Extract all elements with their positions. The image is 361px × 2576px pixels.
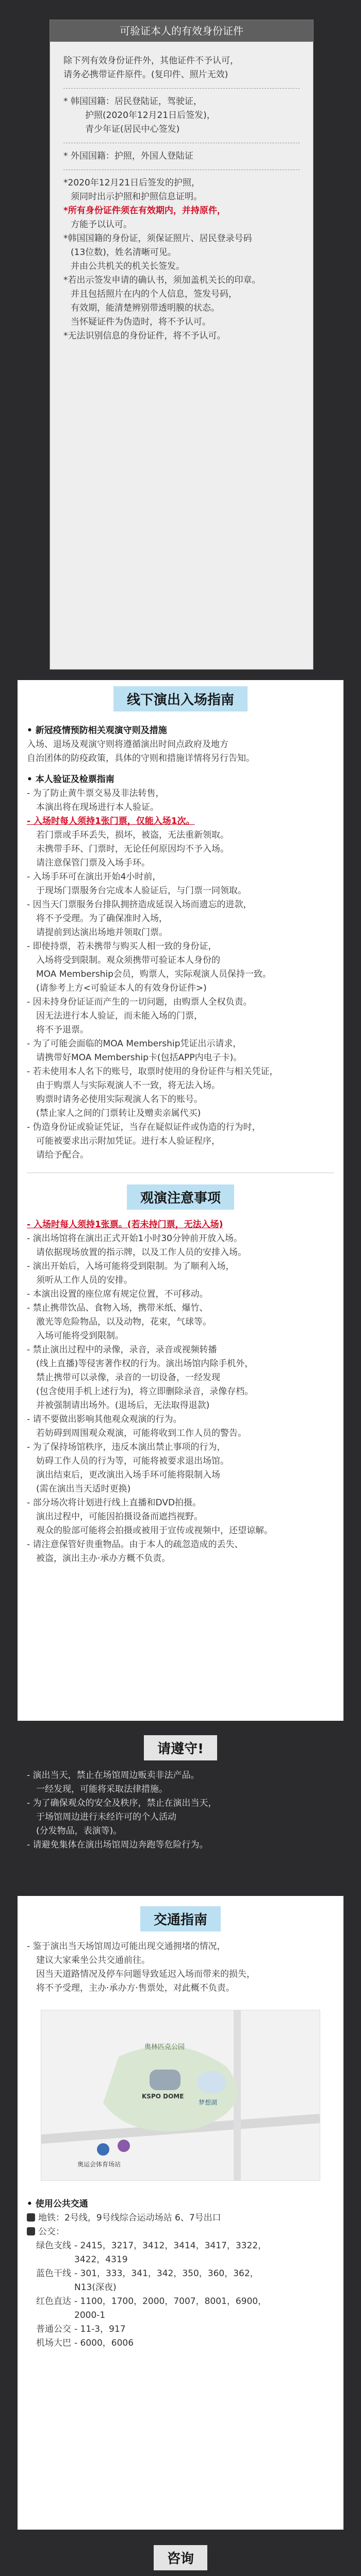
id-note: 并且包括照片在内的个人信息，签发号码，: [71, 289, 237, 299]
public-transit-title: • 使用公共交通: [27, 2199, 88, 2209]
bus-list: [27, 2239, 334, 2350]
id-note: *若出示签发申请的确认书，须加盖机关长的印章。: [63, 275, 261, 285]
venue-map: [41, 2010, 320, 2181]
map-label-lake: 梦想湖: [199, 2099, 218, 2106]
notice-line: - 禁止携带饮品、食物入场，携带米纸、爆竹、: [27, 1303, 208, 1313]
notice-line: - 请不要做出影响其他观众观演的行为。: [27, 1414, 182, 1425]
notice-line: (包含使用手机上述行为)，将立即删除录音，录像存档。: [36, 1386, 254, 1397]
bus-numbers: - 6000，6006: [74, 2338, 134, 2348]
obey-line: 一经发现，可能将采取法律措施。: [36, 1784, 168, 1794]
obey-line: - 请避免集体在演出场馆周边奔跑等危险行为。: [27, 1840, 208, 1850]
notice-line: [27, 1232, 334, 1246]
map-label-station: 奥运会体育场站: [77, 2161, 121, 2168]
id-note: *无法识别信息的身份证件，将不予认可。: [63, 331, 226, 341]
notice-line: - 为了保持场馆秩序，违反本演出禁止事项的行为，: [27, 1442, 226, 1452]
offline-guide-title: 线下演出入场指南: [113, 686, 248, 711]
subway-icon: [27, 2213, 35, 2222]
verification-line: MOA Membership会员，购票人，实际观演人员保持一致。: [36, 969, 271, 979]
bus-row: [27, 2281, 334, 2295]
verification-line: - 入场手环可在演出开始4小时前，: [27, 872, 161, 882]
traffic-title: 交通指南: [140, 1906, 221, 1931]
verification-section-title: • 本人验证及检票指南: [27, 774, 114, 785]
traffic-line: 将不予受理，主办·承办方·售票处，对此概不负责。: [36, 1983, 235, 1993]
id-note: 并由公共机关的机关长签发。: [71, 261, 185, 272]
notice-line: 演出过程中，可能因拍摄设备而遮挡视野。: [36, 1512, 203, 1522]
verification-line: 本演出将在现场进行本人验证。: [36, 802, 159, 812]
obey-line: 于场馆周边进行未经许可的个人活动: [36, 1812, 176, 1822]
notice-line: - 本演出设置的座位席有规定位置，不可移动。: [27, 1289, 208, 1299]
obey-section: [18, 1731, 343, 1886]
covid-line: 自治团体的防疫政策，具体的守则和措施详情将另行告知。: [27, 753, 255, 764]
notice-line: 入场可能将受到限制。: [36, 1331, 124, 1341]
valid-id-intro-1: 除下列有效身份证件外，其他证件不予认可，: [63, 56, 239, 66]
obey-line: (分发物品，表演等)。: [36, 1826, 122, 1836]
notice-line: 并被强制请出场外。(退场后，无法取得退款): [36, 1400, 210, 1411]
verification-line: - 伪造身份证或验证凭证，当存在疑似证件或伪造的行为时，: [27, 1122, 261, 1132]
notice-line: 被盗，演出主办·承办方概不负责。: [36, 1553, 171, 1564]
bus-type: 机场大巴: [36, 2338, 71, 2348]
bus-icon: [27, 2227, 35, 2235]
verification-line: 入场将受到限制。观众须携带可验证本人身份的: [36, 955, 220, 965]
foreign-id-line: * 外国国籍：护照，外国人登陆证: [63, 151, 193, 161]
verification-line: - 为了防止黄牛票交易及非法转售，: [27, 788, 165, 799]
bus-label-text: 公交：: [38, 2227, 64, 2237]
bus-row: [27, 2295, 334, 2309]
notice-line: (线上直播)等侵害著作权的行为。演出场馆内除手机外，: [36, 1359, 254, 1369]
verification-line: - 为了可能会面临的MOA Membership凭证出示请求，: [27, 1039, 242, 1049]
id-note: 有效期，能清楚辨别带透明膜的状态。: [71, 303, 220, 313]
verification-line: 购票时请务必使用实际观演人名下的账号。: [36, 1094, 203, 1105]
valid-id-header: 可验证本人的有效身份证件: [50, 20, 313, 42]
map-label-dome: KSPO DOME: [142, 2093, 184, 2100]
verification-line: 可能被要求出示附加凭证。进行本人验证程序，: [36, 1136, 220, 1146]
notice-line: - 禁止演出过程中的录像，录音，录音或视频转播: [27, 1345, 217, 1355]
consult-section: [18, 2540, 343, 2576]
id-note: 当怀疑证件为伪造时，将不予认可。: [71, 317, 211, 327]
bus-row: [27, 2309, 334, 2323]
consult-title: 咨询: [154, 2545, 207, 2570]
verification-line: 将不予退票。: [36, 1025, 89, 1035]
valid-id-intro-2: 请务必携带证件原件。(复印件、照片无效): [63, 70, 228, 80]
notice-line: 激光等危险物品，以及动物，花束，气球等。: [36, 1317, 211, 1327]
map-label-park: 奥林匹克公园: [144, 2043, 185, 2051]
verification-line-highlight: - 入场时每人须持1张门票，仅能入场1次。: [27, 816, 195, 826]
verification-line: (禁止家人之间的门票转让及赠卖亲属代买): [36, 1108, 201, 1118]
verification-line: 请给予配合。: [36, 1150, 89, 1160]
id-note: 须同时出示护照和护照信息证明。: [71, 192, 202, 202]
verification-line: - 因当天门票服务台排队拥挤造成延误入场而遗忘的进款，: [27, 900, 252, 910]
valid-id-box: [50, 20, 314, 670]
notice-line-highlight: - 入场时每人须持1张票。(若未持门票，无法入场): [27, 1219, 223, 1230]
notice-line: - 请注意保管好贵重物品。由于本人的疏忽造成的丢失、: [27, 1539, 243, 1550]
obey-line: - 为了确保观众的安全及秩序，禁止在演出当天，: [27, 1798, 217, 1808]
bus-row: [27, 2323, 334, 2336]
traffic-line: - 鉴于演出当天场馆周边可能出现交通拥堵的情况，: [27, 1941, 226, 1952]
bus-row: [27, 2336, 334, 2350]
bus-numbers: - 301，333，341，342，350，360，362，: [74, 2268, 259, 2279]
verification-line: - 若未使用本人名下的账号，取票时使用的身份证件与相关凭证，: [27, 1066, 278, 1077]
bus-type: 普通公交: [36, 2324, 71, 2334]
id-note: (13位数)，姓名清晰可见。: [71, 247, 176, 258]
bus-row: [27, 2239, 334, 2253]
notice-line: 禁止携带可以录像，录音的一切设备，一经发现: [36, 1372, 220, 1383]
verification-line: 将不予受理。为了确保准时入场，: [36, 913, 168, 924]
verification-line: 请提前到达演出场地并领取门票。: [36, 927, 168, 938]
bus-row: [27, 2253, 334, 2267]
verification-line: 因无法进行本人验证，而未能入场的门票，: [36, 1011, 203, 1021]
notice-line: 观众的脸部可能将会拍摄或被用于宣传或视频中，还望谅解。: [36, 1526, 273, 1536]
bus-type: 红色直达: [36, 2296, 71, 2307]
notice-line: - 演出开始后，入场可能将受到限制。为了顺利入场，: [27, 1261, 235, 1272]
subway-line: [27, 2211, 334, 2225]
verification-line: 若门票或手环丢失，损坏，被盗，无法重新领取。: [36, 830, 229, 840]
verification-line: 请注意保管门票及入场手环。: [36, 858, 150, 868]
bus-type: 蓝色干线: [36, 2268, 71, 2279]
verification-line: 由于购票人与实际观演人不一致，将无法入场。: [36, 1080, 220, 1091]
traffic-line: 因当天道路情况及停车问题导致延迟入场而带来的损失，: [36, 1969, 255, 1979]
obey-title: 请遵守!: [144, 1735, 217, 1760]
bus-numbers: - 1100，1700，2000，7007，8001，6900，: [74, 2296, 267, 2307]
korean-id-line: 青少年证(居民中心签发): [85, 124, 180, 134]
notice-line: 请依据现场放置的指示牌，以及工作人员的安排入场。: [36, 1247, 247, 1258]
verification-line: - 即使持票，若未携带与购买人相一致的身份证，: [27, 941, 217, 952]
notice-line-text: - 演出场馆将在演出正式开始1小时30分钟前开放入场。: [27, 1233, 242, 1244]
main-panel: [18, 680, 343, 1721]
notice-title: 观演注意事项: [127, 1184, 234, 1210]
notice-line: 演出结束后，更改演出入场手环可能将限制入场: [36, 1470, 220, 1480]
id-note-highlight: *所有身份证件须在有效期内，并持原件，: [63, 206, 226, 216]
traffic-panel: [18, 1896, 343, 2530]
bus-row: [27, 2267, 334, 2281]
notice-line: 若妨碍到周围观众观演，可能将收到工作人员的警告。: [36, 1428, 247, 1438]
covid-line: 入场、退场及观演守则将遵循演出时间点政府及地方: [27, 739, 228, 750]
verification-line: (请参考上方<可验证本人的有效身份证件>): [36, 983, 207, 993]
bus-numbers: - 11-3，917: [74, 2324, 126, 2334]
bus-type: 绿色支线: [36, 2241, 71, 2251]
notice-line: 须听从工作人员的安排。: [36, 1275, 133, 1285]
subway-text: 地铁：2号线，9号线综合运动场站 6、7号出口: [38, 2213, 221, 2223]
notice-line: (需在演出当天适时更换): [36, 1484, 131, 1494]
notice-line: - 部分场次将计划进行线上直播和DVD拍摄。: [27, 1498, 202, 1508]
bus-label: [27, 2225, 334, 2239]
divider: [63, 88, 300, 89]
bus-numbers: 3422，4319: [74, 2255, 128, 2265]
korean-id-line: 护照(2020年12月21日后签发)，: [85, 110, 216, 121]
bus-numbers: N13(深夜): [74, 2282, 117, 2293]
id-note: *2020年12月21日后签发的护照，: [63, 178, 201, 188]
bus-numbers: 2000-1: [74, 2310, 106, 2320]
verification-line: 未携带手环、门票时，无论任何原因均不予入场。: [36, 844, 229, 854]
verification-line: 于现场门票服务台完成本人验证后，与门票一同领取。: [36, 886, 247, 896]
verification-line: - 因未持身份证证而产生的一切问题，由购票人全权负责。: [27, 997, 252, 1007]
covid-section-title: • 新冠疫情预防相关观演守则及措施: [27, 725, 167, 736]
verification-line: 请携带好MOA Membership卡(包括APP内电子卡)。: [36, 1053, 242, 1063]
id-note: 方能予以认可。: [71, 219, 132, 230]
korean-id-label: * 韩国国籍：居民登陆证，驾驶证，: [63, 96, 202, 107]
bus-numbers: - 2415，3217，3412，3414，3417，3322，: [74, 2241, 267, 2251]
obey-line: - 演出当天，禁止在场馆周边贩卖非法产品。: [27, 1770, 200, 1781]
traffic-line: 建议大家乘坐公共交通前往。: [36, 1955, 150, 1965]
id-note: *韩国国籍的身份证，须保证照片、居民登录号码: [63, 233, 252, 244]
notice-line: 妨碍工作人员的行为等，可能将被要求退出场馆。: [36, 1456, 229, 1466]
